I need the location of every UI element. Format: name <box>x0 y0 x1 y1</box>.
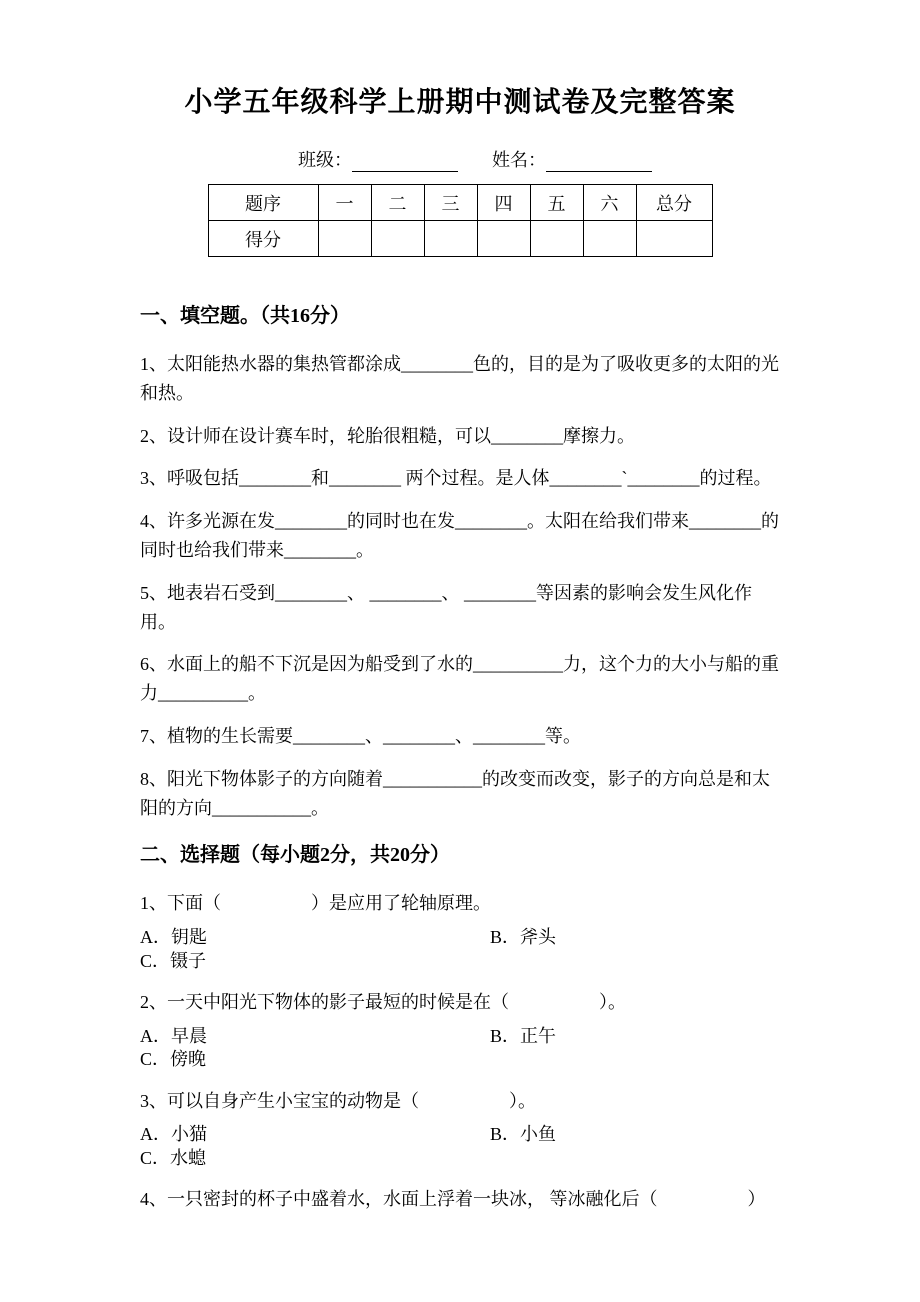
option-a: A．小猫 <box>140 1124 207 1145</box>
choice-question-text: 1、下面（ ）是应用了轮轴原理。 <box>140 893 491 914</box>
score-table-header-cell: 二 <box>371 185 424 221</box>
fill-blank-question-7: 7、植物的生长需要________、________、________等。 <box>140 725 581 746</box>
score-empty-cell <box>530 221 583 257</box>
choice-options-row <box>140 950 780 973</box>
score-table-header-cell: 五 <box>530 185 583 221</box>
choice-question-4 <box>140 1185 780 1214</box>
document-title: 小学五年级科学上册期中测试卷及完整答案 <box>184 87 736 118</box>
class-blank-line <box>352 152 458 172</box>
score-table-header-cell: 六 <box>583 185 636 221</box>
score-label-cell: 得分 <box>208 221 318 257</box>
option-a: A．钥匙 <box>140 927 207 948</box>
score-table-header-cell: 四 <box>477 185 530 221</box>
score-empty-cell <box>583 221 636 257</box>
score-table-header-cell: 题序 <box>208 185 318 221</box>
option-b: B．斧头 <box>490 927 557 948</box>
name-label: 姓名： <box>492 150 546 170</box>
option-c: C．傍晚 <box>140 1049 207 1070</box>
score-table <box>208 184 713 257</box>
section-1-heading: 一、填空题。（共16分） <box>140 305 350 327</box>
fill-blank-question-6: 6、水面上的船不下沉是因为船受到了水的__________力，这个力的大小与船的重力__________。 <box>140 654 779 704</box>
choice-question-3 <box>140 1087 780 1171</box>
score-empty-cell <box>477 221 530 257</box>
choice-question-text: 4、一只密封的杯子中盛着水，水面上浮着一块冰， 等冰融化后（ ） <box>140 1189 766 1210</box>
class-label: 班级： <box>298 150 352 170</box>
choice-options-row <box>140 1048 780 1071</box>
choice-options-row <box>140 1025 780 1048</box>
name-blank-line <box>546 152 652 172</box>
score-table-header-cell: 三 <box>424 185 477 221</box>
fill-blank-question-5: 5、地表岩石受到________、 ________、 ________等因素的影响会发生风化作用。 <box>140 582 752 632</box>
choice-options-row <box>140 926 780 949</box>
score-table-header-row <box>208 185 712 221</box>
option-a: A．早晨 <box>140 1025 207 1046</box>
fill-blank-question-3: 3、呼吸包括________和________ 两个过程。是人体________`________的过程。 <box>140 468 772 489</box>
choice-question-2 <box>140 988 780 1072</box>
option-b: B．小鱼 <box>490 1124 557 1145</box>
choice-options-row <box>140 1123 780 1146</box>
score-empty-cell <box>318 221 371 257</box>
option-b: B．正午 <box>490 1025 557 1046</box>
section-2-heading: 二、选择题（每小题2分，共20分） <box>140 844 450 867</box>
score-table-header-cell: 一 <box>318 185 371 221</box>
choice-options-row <box>140 1147 780 1170</box>
option-c: C．水螅 <box>140 1147 207 1168</box>
choice-question-text: 3、可以自身产生小宝宝的动物是（ ）。 <box>140 1090 536 1111</box>
fill-blank-question-1: 1、太阳能热水器的集热管都涂成________色的，目的是为了吸收更多的太阳的光和热。 <box>140 354 779 403</box>
score-table-header-cell: 总分 <box>636 185 712 221</box>
option-c: C．镊子 <box>140 950 207 971</box>
score-empty-cell <box>371 221 424 257</box>
choice-question-1 <box>140 889 780 973</box>
fill-blank-question-8: 8、阳光下物体影子的方向随着___________的改变而改变，影子的方向总是和太阳的方向___________。 <box>140 768 770 818</box>
fill-blank-question-2: 2、设计师在设计赛车时，轮胎很粗糙，可以________摩擦力。 <box>140 425 635 446</box>
score-empty-cell <box>424 221 477 257</box>
student-info-line <box>140 146 780 172</box>
score-empty-cell <box>636 221 712 257</box>
choice-question-text: 2、一天中阳光下物体的影子最短的时候是在（ ）。 <box>140 991 626 1012</box>
score-table-score-row <box>208 221 712 257</box>
fill-blank-question-4: 4、许多光源在发________的同时也在发________。太阳在给我们带来________的同时也给我们带来________。 <box>140 511 779 560</box>
